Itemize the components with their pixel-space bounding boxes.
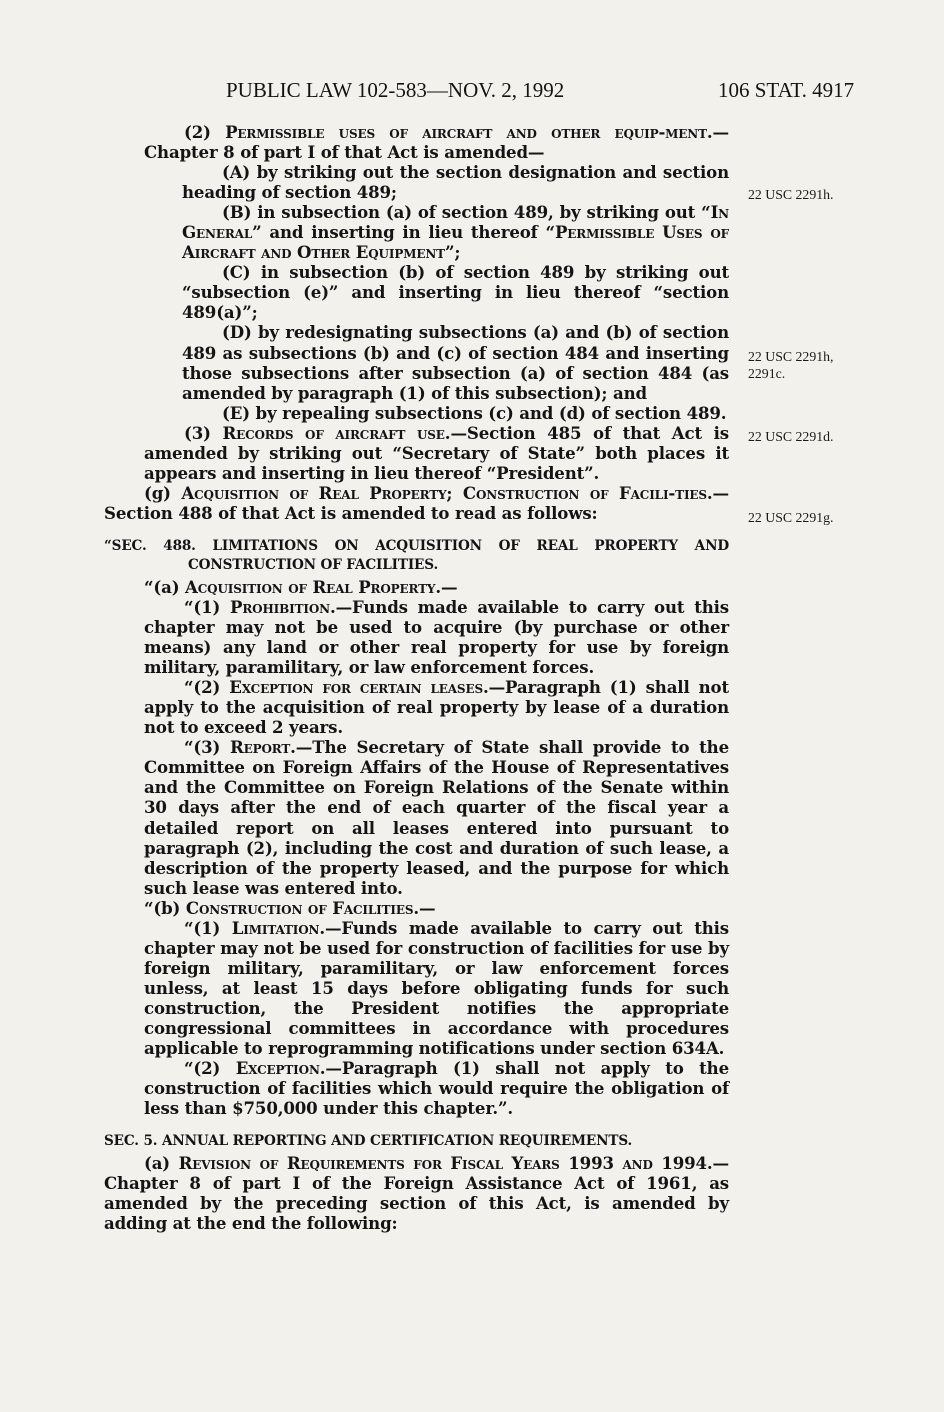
paragraph-heading: Report. bbox=[229, 737, 296, 758]
quoted-heading: Permissible Uses of Aircraft and Other Equipment bbox=[182, 222, 729, 263]
paragraph-text: —Paragraph (1) shall not apply to the construction of facilities which would require the obligation of less than $750,000 under this chapter.”. bbox=[144, 1058, 730, 1119]
paragraph-number: “(3) bbox=[184, 737, 230, 758]
paragraph: (C) in subsection (b) of section 489 by striking out “subsection (e)” and inserting in lieu thereof “section 489(a)”; bbox=[182, 262, 729, 323]
paragraph-text: —Funds made available to carry out this chapter may not be used for construction of facilities for use by foreign military, paramilitary, or law enforcement forces unless, at least 15 days before obligating funds for such construction, the President notifies the appropriate congressional committees in accordance with procedures applicable to reprogramming notifications under section 634A. bbox=[144, 917, 729, 1059]
margin-note: 22 USC 2291d. bbox=[748, 429, 834, 444]
paragraph: (E) by repealing subsections (c) and (d) of section 489. bbox=[222, 402, 727, 423]
margin-note: 22 USC 2291h, bbox=[748, 349, 834, 364]
paragraph-text: —Chapter 8 of part I of the Foreign Assistance Act of 1961, as amended by the preceding section of this Act, is amended by adding at the end the following: bbox=[104, 1153, 729, 1234]
paragraph: (D) by redesignating subsections (a) and (b) of section 489 as subsections (b) and (c) of section 484 and inserting those subsections after subsection (a) of section 484 (as amended by paragraph (1) of this subsection); and bbox=[182, 322, 729, 403]
paragraph-number: (a) bbox=[144, 1153, 179, 1174]
quoted-heading: In General bbox=[182, 202, 729, 243]
paragraph bbox=[104, 918, 729, 1058]
paragraph-heading: Acquisition of Real Property. bbox=[185, 576, 441, 597]
paragraph-heading: Limitation. bbox=[231, 917, 325, 938]
paragraph-text: —Chapter 8 of part I of that Act is amended— bbox=[144, 122, 729, 163]
header-title: PUBLIC LAW 102-583—NOV. 2, 1992 bbox=[226, 78, 565, 102]
page-header bbox=[0, 78, 944, 108]
paragraph bbox=[104, 597, 729, 677]
margin-note: 22 USC 2291h. bbox=[748, 187, 834, 202]
paragraph-heading: Records of aircraft use. bbox=[222, 422, 451, 443]
paragraph-number: (g) bbox=[144, 482, 182, 503]
paragraph-text: (B) in subsection (a) of section 489, by striking out “ bbox=[222, 202, 711, 223]
paragraph bbox=[104, 423, 729, 483]
paragraph-heading: Prohibition. bbox=[230, 596, 336, 617]
header-stat-citation: 106 STAT. 4917 bbox=[718, 78, 855, 102]
paragraph-text: —Funds made available to carry out this chapter may not be used to acquire (by purchase or other means) any land or other real property for use by foreign military, paramilitary, or law enforcement forces. bbox=[144, 596, 729, 678]
paragraph bbox=[104, 483, 729, 523]
margin-note: 22 USC 2291g. bbox=[748, 510, 834, 525]
paragraph-heading: Acquisition of Real Property; Construction of Facili-ties. bbox=[181, 482, 713, 503]
paragraph-number: “(a) bbox=[144, 576, 186, 597]
margin-note: 2291c. bbox=[748, 366, 786, 381]
paragraph-number: “(1) bbox=[184, 596, 231, 617]
paragraph-text: ” and inserting in lieu thereof “ bbox=[252, 222, 555, 243]
paragraph bbox=[104, 577, 729, 597]
paragraph-number: “(2) bbox=[184, 1058, 236, 1079]
section-heading-488: “SEC. 488. LIMITATIONS ON ACQUISITION OF REAL PROPERTY AND CONSTRUCTION OF FACILITIES. bbox=[104, 537, 729, 573]
paragraph-heading: Exception for certain leases. bbox=[229, 677, 489, 698]
paragraph-heading: Exception. bbox=[235, 1058, 326, 1079]
paragraph-text: —Paragraph (1) shall not apply to the acquisition of real property by lease of a duration not to exceed 2 years. bbox=[144, 677, 729, 738]
paragraph bbox=[104, 122, 729, 162]
paragraph bbox=[104, 202, 729, 262]
paragraph-text: —Section 488 of that Act is amended to read as follows: bbox=[104, 482, 729, 523]
paragraph-heading: Permissible uses of aircraft and other equip-ment. bbox=[225, 122, 713, 142]
paragraph bbox=[104, 898, 729, 918]
paragraph bbox=[104, 677, 729, 737]
paragraph-text: — bbox=[418, 897, 436, 918]
paragraph-text: —The Secretary of State shall provide to the Committee on Foreign Affairs of the House of Representatives and the Committee on Foreign Relations of the Senate within 30 days after the end of each quarter of the fiscal year a detailed report on all leases entered into pursuant to paragraph (2), including the cost and duration of such lease, a description of the property leased, and the purpose for which such lease was entered into. bbox=[144, 737, 729, 898]
paragraph bbox=[104, 737, 729, 897]
paragraph: (A) by striking out the section designation and section heading of section 489; bbox=[182, 162, 729, 203]
paragraph-text: — bbox=[440, 576, 458, 597]
paragraph-number: (2) bbox=[184, 122, 226, 142]
section-heading-5: SEC. 5. ANNUAL REPORTING AND CERTIFICATION REQUIREMENTS. bbox=[104, 1133, 633, 1150]
paragraph-heading: Construction of Facilities. bbox=[185, 897, 419, 918]
paragraph-heading: Revision of Requirements for Fiscal Years 1993 and 1994. bbox=[178, 1153, 713, 1174]
paragraph bbox=[104, 1153, 729, 1233]
paragraph bbox=[104, 1058, 729, 1118]
paragraph-number: “(b) bbox=[144, 897, 186, 918]
paragraph-text: ”; bbox=[444, 242, 461, 263]
paragraph-number: (3) bbox=[184, 422, 223, 443]
document-body bbox=[104, 122, 729, 1233]
paragraph-number: “(1) bbox=[184, 917, 232, 938]
paragraph-text: —Section 485 of that Act is amended by striking out “Secretary of State” both places it appears and inserting in lieu thereof “President”. bbox=[144, 422, 729, 483]
paragraph-number: “(2) bbox=[184, 677, 230, 698]
